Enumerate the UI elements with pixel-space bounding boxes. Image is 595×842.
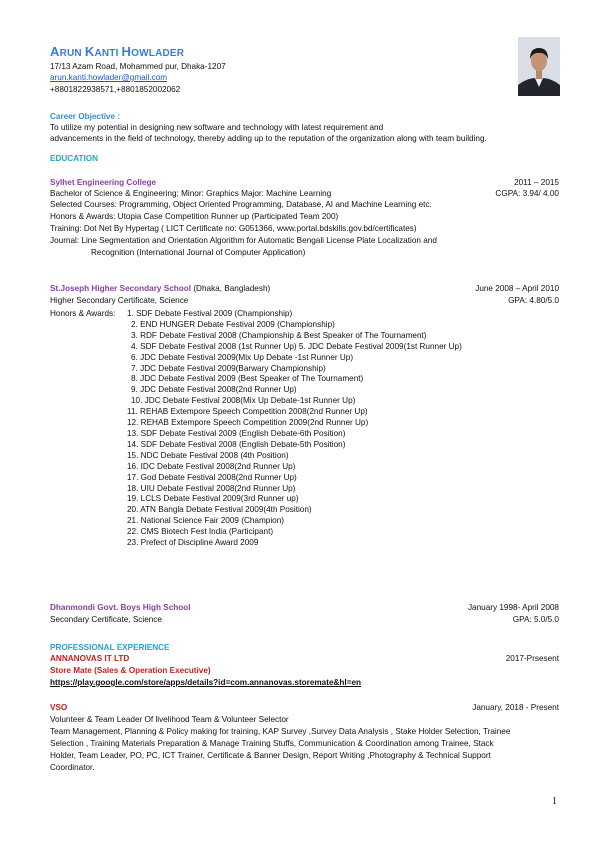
sylhet-college-title: Sylhet Engineering College: [50, 178, 157, 187]
store-mate-app-link[interactable]: https://play.google.com/store/apps/details?id=com.annanovas.storemate&hl=en: [50, 678, 362, 687]
vso-years: January, 2018 - Present: [472, 703, 559, 712]
phone: +8801822938571,+8801852002062: [50, 85, 181, 94]
vso-line-4: Holder, Team Leader, PO, PC, ICT Trainer, Certificate & Banner Design, Report Writing ,Photography & Technical Support: [50, 751, 491, 760]
profile-photo: [518, 37, 560, 96]
award-item: 17. God Debate Festival 2008(2nd Runner Up): [127, 472, 297, 482]
award-item: 22. CMS Biotech Fest India (Participant): [127, 527, 274, 537]
award-item: 11. REHAB Extempore Speech Competition 2008(2nd Runner Up): [127, 407, 368, 417]
stjoseph-degree: Higher Secondary Certificate, Science: [50, 296, 189, 305]
award-item: 3. RDF Debate Festival 2008 (Championship & Best Speaker of The Tournament): [131, 330, 427, 340]
award-item: 15. NDC Debate Festival 2008 (4th Position): [127, 450, 289, 460]
award-item: 20. ATN Bangla Debate Festival 2009(4th Position): [127, 505, 312, 515]
award-item: 16. IDC Debate Festival 2008(2nd Runner Up): [127, 461, 296, 471]
stjoseph-title: St.Joseph Higher Secondary School: [50, 284, 192, 293]
award-item: 12. REHAB Extempore Speech Competition 2009(2nd Runner Up): [127, 418, 369, 428]
sylhet-honors: Honors & Awards: Utopia Case Competition Runner up (Participated Team 200): [50, 212, 339, 221]
stjoseph-location: (Dhaka, Bangladesh): [191, 284, 271, 293]
award-item: 1. SDF Debate Festival 2009 (Championship): [127, 309, 293, 318]
annanovas-role: Store Mate (Sales & Operation Executive): [50, 666, 211, 675]
sylhet-cgpa: CGPA: 3.94/ 4.00: [495, 189, 559, 198]
address: 17/13 Azam Road, Mohammed pur, Dhaka-1207: [50, 62, 226, 71]
award-item: 9. JDC Debate Festival 2008(2nd Runner Up): [131, 385, 297, 395]
objective-line-2: advancements in the field of technology, thereby adding up to the reputation of the organization along with team building.: [50, 134, 487, 143]
award-item: 13. SDF Debate Festival 2009 (English Debate-6th Position): [127, 428, 346, 438]
award-item: 7. JDC Debate Festival 2009(Barwary Championship): [131, 363, 326, 373]
award-item: 8. JDC Debate Festival 2009 (Best Speaker of The Tournament): [131, 374, 364, 384]
sylhet-courses: Selected Courses: Programming, Object Oriented Programming, Database, AI and Machine Learning etc.: [50, 200, 432, 209]
awards-list: [127, 309, 462, 549]
award-item: 19. LCLS Debate Festival 2009(3rd Runner up): [127, 494, 299, 504]
vso-line-2: Team Management, Planning & Policy making for training, KAP Survey ,Survey Data Analysis , Stake Holder Selection, Trainee: [50, 727, 511, 736]
sylhet-journal-1: Journal: Line Segmentation and Orientation Algorithm for Automatic Bengali License Plate Localization and: [50, 236, 437, 245]
stjoseph-gpa: GPA: 4.80/5.0: [508, 296, 559, 305]
email-link[interactable]: arun.kanti.howlader@gmail.com: [50, 73, 168, 82]
candidate-name: ARUN KANTI HOWLADER: [50, 44, 185, 59]
award-item: 6. JDC Debate Festival 2009(Mix Up Debate -1st Runner Up): [131, 352, 354, 362]
award-item: 10. JDC Debate Festival 2008(Mix Up Debate-1st Runner Up): [131, 396, 356, 406]
stjoseph-honors-label: Honors & Awards:: [50, 309, 116, 318]
dhanmondi-degree: Secondary Certificate, Science: [50, 615, 162, 624]
annanovas-company: ANNANOVAS IT LTD: [50, 654, 130, 663]
stjoseph-title-row: [50, 284, 270, 294]
dhanmondi-years: January 1998- April 2008: [467, 603, 559, 612]
stjoseph-years: June 2008 – April 2010: [475, 284, 559, 293]
education-heading: EDUCATION: [50, 154, 99, 163]
sylhet-degree: Bachelor of Science & Engineering; Minor: Graphics Major: Machine Learning: [50, 189, 332, 198]
dhanmondi-gpa: GPA: 5.0/5.0: [512, 615, 559, 624]
annanovas-years: 2017-Prsesent: [505, 654, 559, 663]
objective-heading: Career Objective :: [50, 112, 121, 121]
award-item: 2. END HUNGER Debate Festival 2009 (Championship): [131, 319, 335, 329]
dhanmondi-title: Dhanmondi Govt. Boys High School: [50, 603, 191, 612]
vso-line-5: Coordinator.: [50, 763, 95, 772]
award-item: 14. SDF Debate Festival 2008 (English Debate-5th Position): [127, 439, 346, 449]
experience-heading: PROFESSIONAL EXPERIENCE: [50, 643, 170, 652]
vso-line-3: Selection , Training Materials Preparation & Manage Training Stuffs, Communication & Coordination among Trainee, Stack: [50, 739, 494, 748]
award-item: 18. UIU Debate Festival 2008(2nd Runner Up): [127, 483, 296, 493]
objective-line-1: To utilize my potential in designing new software and technology with latest requirement and: [50, 123, 384, 132]
award-item: 4. SDF Debate Festival 2008 (1st Runner Up) 5. JDC Debate Festival 2009(1st Runner Up): [131, 341, 462, 351]
sylhet-journal-2: Recognition (International Journal of Computer Application): [91, 248, 306, 257]
vso-company: VSO: [50, 703, 68, 712]
award-item: 23. Prefect of Discipline Award 2009: [127, 538, 259, 548]
vso-line-1: Volunteer & Team Leader Of livelihood Team & Volunteer Selector: [50, 715, 289, 724]
sylhet-years: 2011 – 2015: [514, 178, 559, 187]
page-number: 1: [552, 796, 557, 807]
award-item: 21. National Science Fair 2009 (Champion): [127, 516, 285, 526]
sylhet-training: Training: Dot Net By Hypertag ( LICT Certificate no: G051366, www.portal.bdskills.gov.bd/certificates): [50, 224, 417, 233]
